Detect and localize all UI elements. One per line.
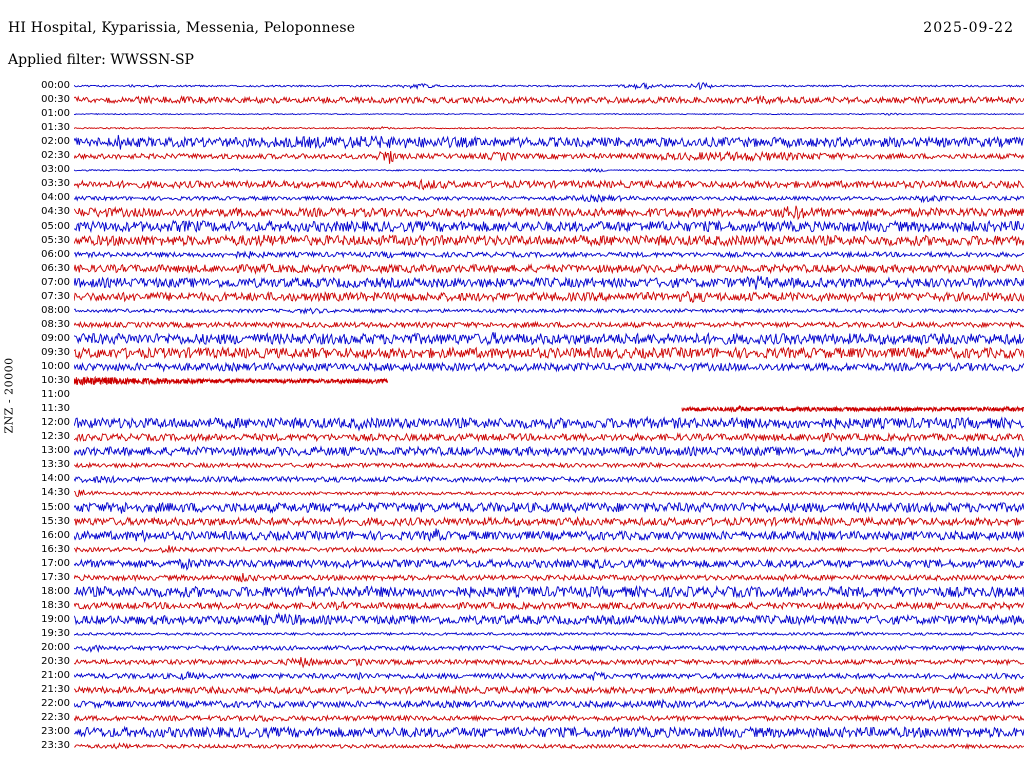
time-tick-label: 06:00	[41, 248, 70, 260]
trace-line	[74, 573, 1024, 582]
time-tick-label: 04:30	[41, 206, 70, 218]
trace-line	[74, 632, 1024, 636]
time-tick-label: 06:30	[41, 262, 70, 274]
trace-line	[74, 700, 1024, 709]
trace-line	[74, 135, 1024, 150]
trace-line	[74, 363, 1024, 371]
time-tick-label: 15:00	[41, 501, 70, 513]
time-tick-label: 00:00	[41, 80, 70, 91]
time-tick-label: 05:00	[41, 220, 70, 232]
trace-line	[74, 377, 388, 385]
time-tick-label: 14:30	[41, 487, 70, 499]
trace-line	[74, 614, 1024, 625]
trace-line	[74, 657, 1024, 667]
trace-line	[74, 602, 1024, 610]
time-tick-label: 11:00	[41, 389, 70, 401]
trace-line	[74, 672, 1024, 681]
trace-line	[74, 264, 1024, 273]
trace-line	[74, 545, 1024, 553]
header	[0, 0, 1024, 78]
time-tick-label: 20:00	[41, 642, 70, 653]
time-tick-label: 19:00	[41, 613, 70, 625]
time-tick-label: 12:00	[41, 417, 70, 429]
filter-label: Applied filter: WWSSN-SP	[8, 52, 194, 68]
trace-line	[74, 528, 1024, 541]
trace-canvas	[74, 78, 1024, 780]
trace-line	[74, 447, 1024, 457]
time-tick-label: 00:30	[41, 94, 70, 106]
trace-line	[74, 332, 1024, 344]
trace-line	[74, 206, 1024, 219]
trace-line	[74, 587, 1024, 598]
time-tick-label: 14:00	[41, 473, 70, 485]
time-tick-label: 22:30	[41, 712, 70, 724]
time-tick-label: 04:00	[41, 192, 70, 204]
trace-line	[74, 503, 1024, 514]
trace-line	[74, 292, 1024, 303]
time-tick-label: 17:00	[41, 557, 70, 569]
time-tick-label: 23:30	[41, 740, 70, 752]
time-tick-label: 07:00	[41, 276, 70, 288]
trace-line	[682, 406, 1024, 412]
y-axis-label: ZNZ - 20000	[2, 357, 16, 434]
trace-line	[74, 251, 1024, 258]
trace-line	[74, 96, 1024, 104]
page-title: HI Hospital, Kyparissia, Messenia, Peloponnese	[8, 20, 356, 36]
time-tick-label: 09:00	[41, 332, 70, 344]
time-tick-label: 08:30	[41, 318, 70, 330]
time-tick-label: 12:30	[41, 431, 70, 443]
time-tick-label: 10:30	[41, 375, 70, 387]
time-tick-label: 03:30	[41, 178, 70, 190]
time-tick-label: 13:30	[41, 459, 70, 471]
time-tick-label: 16:00	[41, 529, 70, 541]
time-tick-label: 19:30	[41, 627, 70, 639]
time-tick-label: 08:00	[41, 304, 70, 316]
time-tick-label: 05:30	[41, 234, 70, 246]
trace-line	[74, 151, 1024, 164]
time-tick-label: 18:30	[41, 599, 70, 611]
time-tick-label: 01:30	[41, 122, 70, 134]
trace-line	[74, 716, 1024, 722]
trace-line	[74, 463, 1024, 468]
time-tick-label: 15:30	[41, 515, 70, 527]
trace-line	[74, 83, 1024, 90]
time-tick-label: 21:30	[41, 684, 70, 696]
trace-line	[74, 347, 1024, 358]
time-tick-label: 10:00	[41, 361, 70, 372]
time-tick-label: 22:00	[41, 698, 70, 710]
trace-line	[74, 221, 1024, 232]
time-tick-label: 13:00	[41, 445, 70, 457]
trace-line	[74, 559, 1024, 570]
trace-line	[74, 308, 1024, 313]
time-tick-label: 01:00	[41, 108, 70, 120]
trace-line	[74, 433, 1024, 441]
trace-line	[74, 127, 1024, 130]
trace-line	[74, 743, 1024, 749]
trace-line	[74, 490, 1024, 497]
helicorder-plot	[0, 78, 1024, 780]
trace-line	[74, 476, 1024, 483]
trace-line	[74, 518, 1024, 526]
trace-line	[74, 169, 1024, 172]
trace-line	[74, 687, 1024, 694]
time-tick-label: 18:00	[41, 585, 70, 597]
time-tick-label: 11:30	[41, 403, 70, 415]
trace-line	[74, 195, 1024, 202]
time-tick-label: 16:30	[41, 543, 70, 555]
time-tick-label: 02:00	[41, 136, 70, 148]
time-tick-label: 03:00	[41, 164, 70, 176]
trace-line	[74, 322, 1024, 327]
date-label: 2025-09-22	[923, 20, 1014, 36]
time-tick-label: 02:30	[41, 150, 70, 162]
trace-line	[74, 645, 1024, 651]
trace-line	[74, 417, 1024, 430]
trace-line	[74, 727, 1024, 737]
time-tick-label: 23:00	[41, 726, 70, 738]
trace-line	[74, 180, 1024, 190]
trace-line	[74, 113, 1024, 115]
time-tick-label: 20:30	[41, 656, 70, 668]
trace-line	[74, 276, 1024, 290]
time-tick-label: 17:30	[41, 571, 70, 583]
time-tick-label: 07:30	[41, 290, 70, 302]
trace-line	[74, 235, 1024, 246]
time-tick-label: 09:30	[41, 346, 70, 358]
time-tick-label: 21:00	[41, 670, 70, 682]
